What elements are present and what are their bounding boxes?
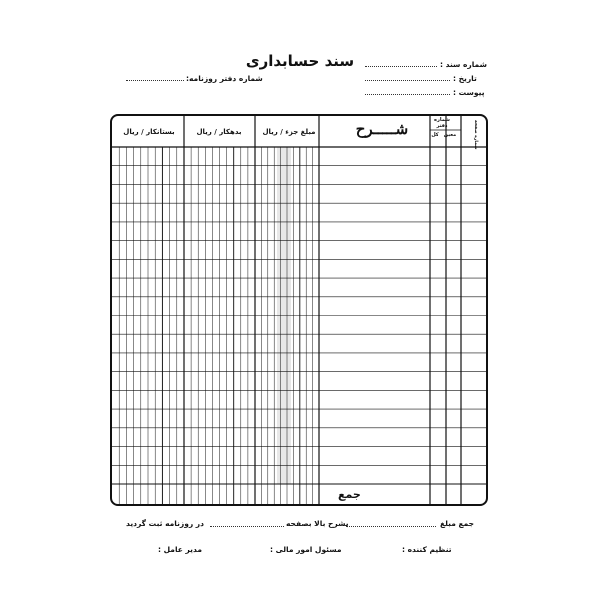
date-field[interactable] bbox=[365, 80, 450, 81]
description-header: شـــــرح bbox=[355, 120, 409, 138]
date-label: تاریخ : bbox=[453, 74, 477, 83]
credit-header: بستانکار / ریال bbox=[123, 128, 175, 136]
doc-number-label: شماره سند : bbox=[440, 60, 487, 69]
attachment-field[interactable] bbox=[365, 94, 450, 95]
ledger-specific-header: معین bbox=[443, 132, 457, 138]
journal-number-label: شماره دفتر روزنامه: bbox=[186, 74, 263, 83]
total-label: جمع bbox=[338, 488, 361, 501]
finance-officer-label: مسئول امور مالی : bbox=[270, 545, 342, 554]
accounting-table bbox=[110, 114, 488, 506]
journal-registered-label: در روزنامه ثبت گردید bbox=[126, 519, 204, 528]
sum-amount-label: جمع مبلغ bbox=[440, 519, 475, 528]
ledger-total-header: کل bbox=[431, 132, 439, 138]
partial-amount-header: مبلغ جزء / ریال bbox=[262, 128, 316, 136]
ceo-label: مدیر عامل : bbox=[158, 545, 202, 554]
ledger-number-header: شماره دفتر bbox=[434, 117, 450, 129]
table-grid bbox=[112, 116, 490, 508]
attachment-label: پیوست : bbox=[453, 88, 485, 97]
sum-amount-field[interactable] bbox=[346, 526, 436, 527]
page-number-field[interactable] bbox=[210, 526, 284, 527]
debit-header: بدهکار / ریال bbox=[196, 128, 242, 136]
prepared-by-label: تنظیم کننده : bbox=[402, 545, 452, 554]
document-title: سند حسابداری bbox=[245, 52, 355, 70]
page-ref-header: شماره صفحه bbox=[473, 120, 478, 150]
above-desc-label: بشرح بالا بصفحه bbox=[286, 519, 349, 528]
journal-number-field[interactable] bbox=[126, 80, 184, 81]
doc-number-field[interactable] bbox=[365, 66, 437, 67]
